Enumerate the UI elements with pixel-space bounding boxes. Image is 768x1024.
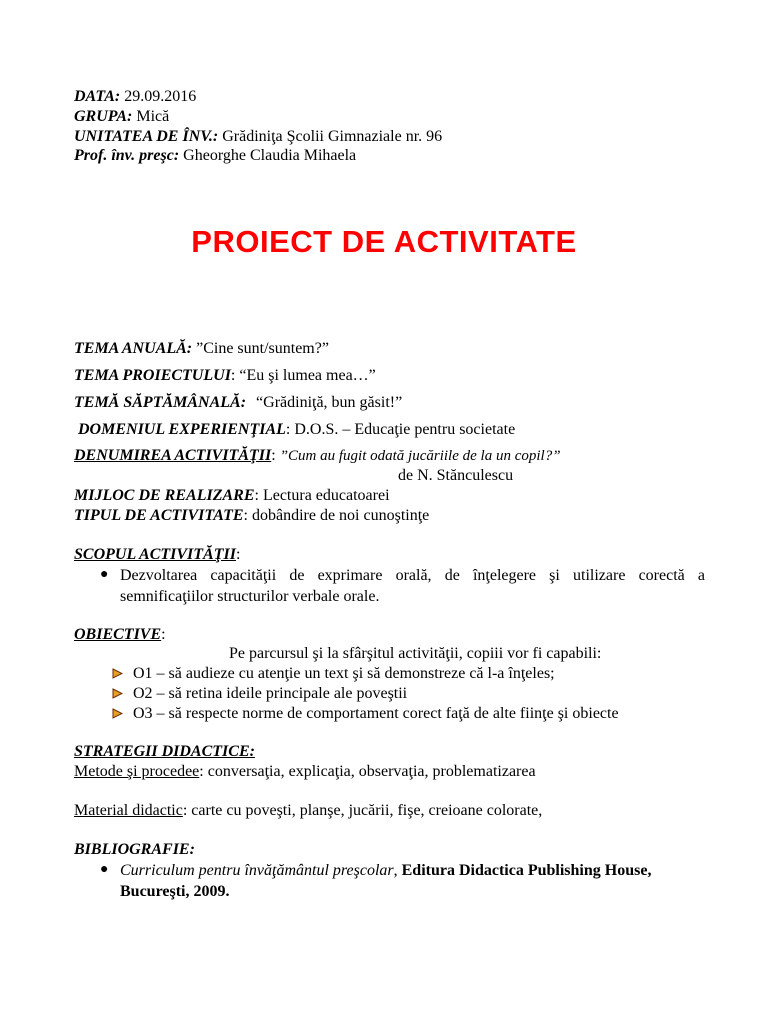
strategii-label: STRATEGII DIDACTICE: xyxy=(74,743,255,760)
domeniul-line: DOMENIUL EXPERIENŢIAL: D.O.S. – Educaţie pentru societate xyxy=(78,421,516,438)
scopul-item: Dezvoltarea capacităţii de exprimare orală, de înţelegere şi utilizare corectă a semnificaţiilor structurilor verbale orale. xyxy=(120,567,705,605)
metode-line: Metode şi procedee: conversaţia, explicaţia, observaţia, problematizarea xyxy=(74,763,536,780)
grupa-label: GRUPA: xyxy=(74,108,133,125)
bibliografie-title: Curriculum pentru învăţământul preşcolar xyxy=(120,862,394,879)
scopul-label: SCOPUL ACTIVITĂŢII xyxy=(74,546,236,563)
mijloc-label: MIJLOC DE REALIZARE xyxy=(74,487,255,504)
bullet-icon: ● xyxy=(100,862,109,877)
data-line xyxy=(74,87,196,107)
autor-line xyxy=(398,466,513,486)
prof-label: Prof. înv. preşc xyxy=(74,147,174,164)
arrow-bullet-icon xyxy=(112,688,123,699)
grupa-line xyxy=(74,107,169,127)
prof-value: Gheorghe Claudia Mihaela xyxy=(183,147,357,164)
tema-proiect-value: “Eu şi lumea mea…” xyxy=(239,367,376,384)
page-title: PROIECT DE ACTIVITATE xyxy=(191,224,577,259)
mijloc-line: MIJLOC DE REALIZARE: Lectura educatoarei xyxy=(74,487,390,504)
tema-proiect-line: TEMA PROIECTULUI: “Eu şi lumea mea…” xyxy=(74,367,376,384)
data-value: 29.09.2016 xyxy=(124,88,197,105)
domeniul-label: DOMENIUL EXPERIENŢIAL xyxy=(78,421,286,438)
strategii-heading xyxy=(74,742,255,762)
mijloc-value: Lectura educatoarei xyxy=(262,487,390,504)
obiectiv-item-1: O1 – să audieze cu atenţie un text şi să demonstreze că l-a înţeles; xyxy=(133,665,555,682)
obiectiv-item-3: O3 – să respecte norme de comportament corect faţă de alte fiinţe şi obiecte xyxy=(133,705,619,722)
material-label: Material didactic xyxy=(74,802,183,819)
obiective-intro: Pe parcursul şi la sfârşitul activităţii, copiii vor fi capabili: xyxy=(229,645,602,662)
arrow-bullet-icon xyxy=(112,708,123,719)
denumirea-line: DENUMIREA ACTIVITĂŢII: ”Cum au fugit odată jucăriile de la un copil?” xyxy=(74,447,561,464)
obiective-heading: OBIECTIVE: xyxy=(74,626,166,643)
denumirea-label: DENUMIREA ACTIVITĂŢII xyxy=(74,447,272,464)
tema-anuala-label: TEMA ANUALĂ: xyxy=(74,340,193,357)
obiective-label: OBIECTIVE xyxy=(74,626,162,643)
domeniul-value: D.O.S. – Educaţie pentru societate xyxy=(294,421,516,438)
bullet-icon: ● xyxy=(100,567,109,582)
tipul-line: TIPUL DE ACTIVITATE: dobândire de noi cunoştinţe xyxy=(74,507,430,524)
material-value: carte cu poveşti, planşe, jucării, fişe, creioane colorate, xyxy=(191,802,543,819)
bibliografie-publisher: Editura Didactica Publishing House, Bucureşti, 2009. xyxy=(120,862,652,900)
grupa-value: Mică xyxy=(136,108,170,125)
autor-text: de N. Stănculescu xyxy=(398,467,514,484)
tema-anuala-value: ”Cine sunt/suntem?” xyxy=(196,340,329,357)
bibliografie-heading xyxy=(74,840,195,860)
unitatea-line: UNITATEA DE ÎNV.: Grădiniţa Şcolii Gimnaziale nr. 96 xyxy=(74,128,443,145)
arrow-bullet-icon xyxy=(112,668,123,679)
tema-anuala-line xyxy=(74,339,329,359)
data-label: DATA: xyxy=(74,88,121,105)
tema-proiect-label: TEMA PROIECTULUI xyxy=(74,367,231,384)
tipul-value: dobândire de noi cunoştinţe xyxy=(251,507,430,524)
tipul-label: TIPUL DE ACTIVITATE xyxy=(74,507,244,524)
obiectiv-item-2: O2 – să retina ideile principale ale poveştii xyxy=(133,685,408,702)
bibliografie-label: BIBLIOGRAFIE: xyxy=(74,841,195,858)
prof-line: Prof. înv. preşc: Gheorghe Claudia Mihaela xyxy=(74,147,357,164)
unitatea-label: UNITATEA DE ÎNV. xyxy=(74,128,213,145)
bibliografie-item: Curriculum pentru învăţământul preşcolar, Editura Didactica Publishing House, Bucureşti, 2009. xyxy=(120,862,652,900)
metode-value: conversaţia, explicaţia, observaţia, problematizarea xyxy=(207,763,536,780)
denumirea-value: ”Cum au fugit odată jucăriile de la un copil?” xyxy=(279,448,561,464)
unitatea-value: Grădiniţa Şcolii Gimnaziale nr. 96 xyxy=(222,128,443,145)
scopul-heading: SCOPUL ACTIVITĂŢII: xyxy=(74,546,241,563)
tema-sapt-label: TEMĂ SĂPTĂMÂNALĂ: xyxy=(74,394,247,411)
metode-label: Metode şi procedee xyxy=(74,763,200,780)
tema-sapt-value: “Grădiniţă, bun găsit!” xyxy=(256,394,403,411)
material-line: Material didactic: carte cu poveşti, planşe, jucării, fişe, creioane colorate, xyxy=(74,802,543,819)
tema-sapt-line xyxy=(74,393,402,413)
